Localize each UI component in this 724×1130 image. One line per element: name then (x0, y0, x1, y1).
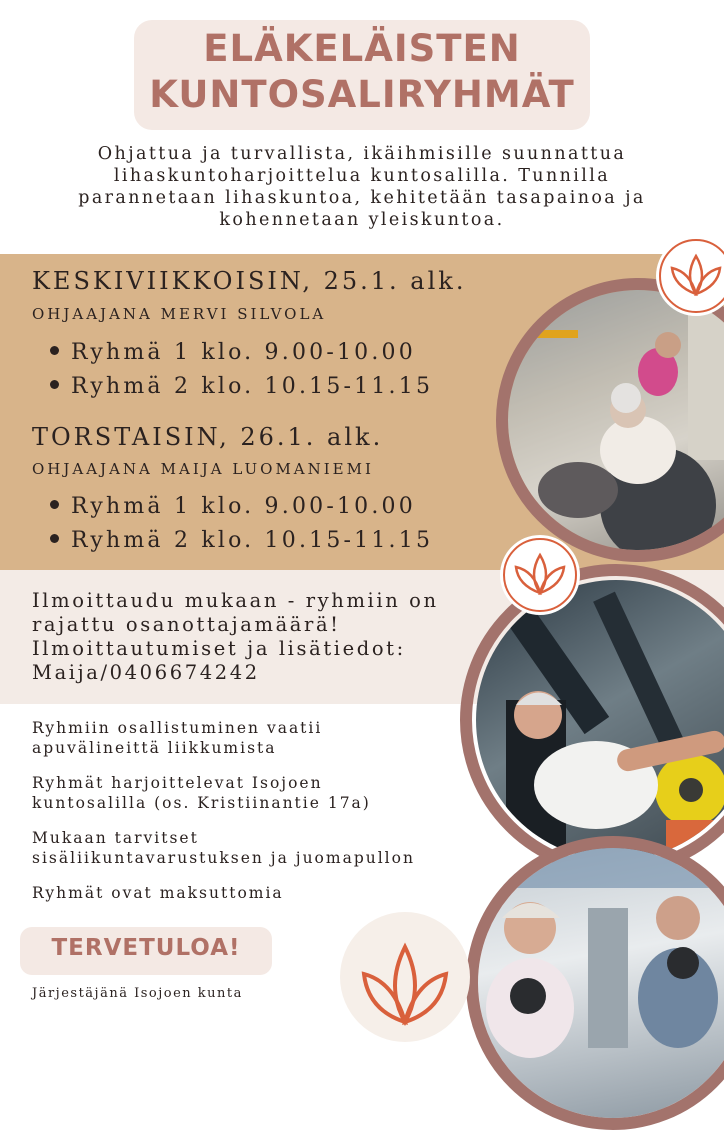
intro-line-3: parannetaan lihaskuntoa, kehitetään tasapainoa ja (78, 188, 646, 208)
bullet-icon (50, 346, 59, 355)
signup-line-1: Ilmoittaudu mukaan - ryhmiin on (32, 589, 439, 612)
lotus-icon (500, 535, 580, 615)
wednesday-group-1 (50, 340, 416, 365)
title-line-1: ELÄKELÄISTEN (203, 27, 521, 70)
lotus-badge (500, 535, 580, 615)
group-label: Ryhmä 1 klo. 9.00-10.00 (71, 494, 416, 519)
lotus-icon (656, 236, 724, 316)
lotus-badge (656, 236, 724, 316)
wednesday-heading: KESKIVIIKKOISIN, 25.1. alk. (32, 267, 467, 295)
signup-text (32, 589, 502, 685)
wednesday-group-2 (50, 374, 433, 399)
thursday-group-2 (50, 528, 433, 553)
group-label: Ryhmä 2 klo. 10.15-11.15 (71, 374, 434, 399)
note-line: kuntosalilla (os. Kristiinantie 17a) (32, 794, 371, 812)
note-equipment (32, 828, 492, 868)
intro-line-2: lihaskuntoharjoittelua kuntosalilla. Tunnilla (113, 166, 611, 186)
title-line-2: KUNTOSALIRYHMÄT (149, 73, 575, 116)
note-line: sisäliikuntavarustuksen ja juomapullon (32, 849, 415, 867)
note-line: apuvälineittä liikkumista (32, 739, 277, 757)
bullet-icon (50, 534, 59, 543)
intro-line-1: Ohjattua ja turvallista, ikäihmisille suunnattua (97, 144, 627, 164)
note-mobility (32, 718, 492, 758)
bullet-icon (50, 380, 59, 389)
note-location (32, 773, 492, 813)
note-line: Ryhmiin osallistuminen vaatii (32, 719, 323, 737)
page-title (134, 26, 590, 118)
thursday-leader: OHJAAJANA MAIJA LUOMANIEMI (32, 460, 374, 478)
group-label: Ryhmä 2 klo. 10.15-11.15 (71, 528, 434, 553)
note-free (32, 883, 492, 903)
note-line: Ryhmät harjoittelevat Isojoen (32, 774, 323, 792)
thursday-group-1 (50, 494, 416, 519)
signup-contact: Maija/0406674242 (32, 661, 260, 684)
note-line: Mukaan tarvitset (32, 829, 199, 847)
bullet-icon (50, 500, 59, 509)
group-label: Ryhmä 1 klo. 9.00-10.00 (71, 340, 416, 365)
lotus-icon (340, 912, 470, 1042)
note-line: Ryhmät ovat maksuttomia (32, 884, 284, 902)
intro-line-4: kohennetaan yleiskuntoa. (219, 210, 505, 230)
lotus-badge-large (340, 912, 470, 1042)
wednesday-leader: OHJAAJANA MERVI SILVOLA (32, 305, 327, 323)
welcome-text: TERVETULOA! (51, 935, 241, 961)
photo-ring (466, 836, 724, 1130)
intro-text (30, 143, 694, 231)
signup-line-3: Ilmoittautumiset ja lisätiedot: (32, 637, 406, 660)
organizer-text: Järjestäjänä Isojoen kunta (32, 986, 243, 1001)
signup-line-2: rajattu osanottajamäärä! (32, 613, 341, 636)
thursday-heading: TORSTAISIN, 26.1. alk. (32, 423, 384, 451)
